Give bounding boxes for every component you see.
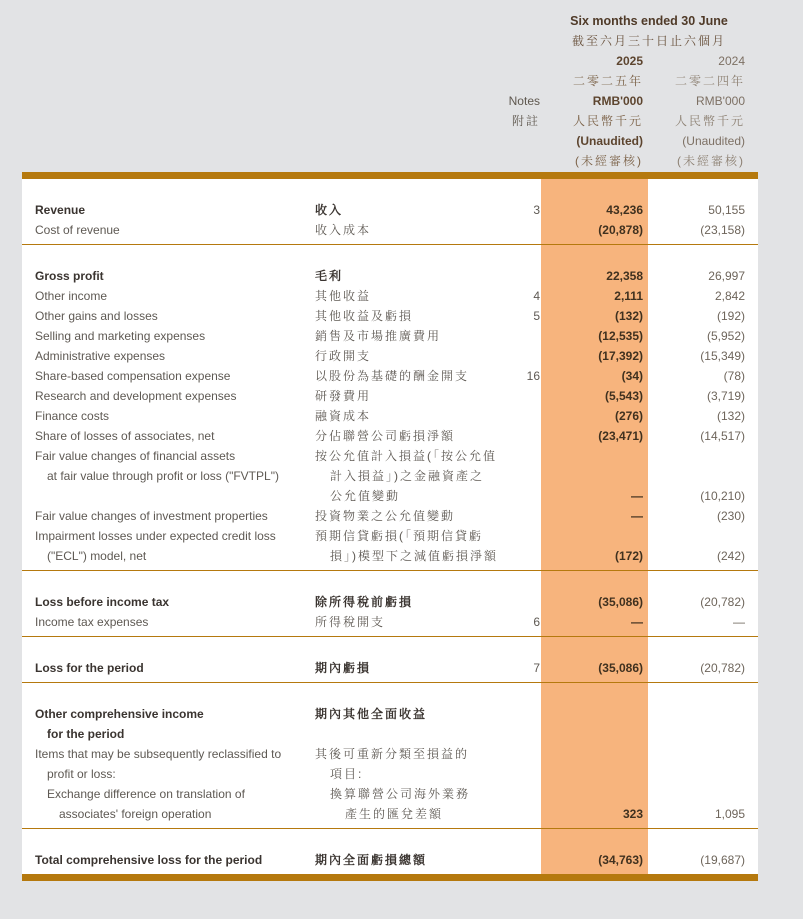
label-zh: 銷售及市場推廣費用 [315,329,442,343]
note-ref [500,850,540,870]
value-2024: (23,158) [700,223,745,237]
value-2025 [540,466,648,486]
col-2024-unaudited-zh: (未經審核) [677,154,745,168]
statement-row [22,526,758,546]
note-ref [500,592,540,612]
header-line-period-en [22,11,758,31]
label-zh: 換算聯營公司海外業務 [330,787,471,801]
statement-row [22,220,758,240]
value-2024: (78) [723,369,745,383]
label-en: Exchange difference on translation of [47,787,245,801]
label-zh: 所得稅開支 [315,615,386,629]
label-zh: 損」)模型下之減值虧損淨額 [330,549,498,563]
label-zh: 其他收益 [315,289,372,303]
statement-section [22,245,758,571]
value-2024: (242) [716,549,745,563]
value-2024 [648,466,758,486]
label-en: Share-based compensation expense [35,369,231,383]
statement-row [22,658,758,678]
note-ref [500,266,540,286]
value-2025 [540,744,648,764]
col-2025-currency: RMB'000 [592,94,643,108]
statement-row [22,426,758,446]
note-ref [500,346,540,366]
note-ref [500,426,540,446]
statement-section [22,571,758,637]
label-en: Gross profit [35,269,104,283]
statement-body [22,179,758,874]
label-zh: 產生的匯兌差額 [345,807,444,821]
notes-column-label-en: Notes [508,94,540,108]
label-zh: 計入損益」)之金融資產之 [330,469,484,483]
label-zh: 分佔聯營公司虧損淨額 [315,429,456,443]
statement-row [22,804,758,824]
label-zh: 期內虧損 [315,661,372,675]
label-en: associates' foreign operation [59,807,212,821]
statement-row [22,466,758,486]
col-2025-year-zh: 二零二五年 [572,74,643,88]
value-2024 [648,784,758,804]
col-2024-currency-zh: 人民幣千元 [674,114,745,128]
label-zh [315,724,500,744]
value-2025: 2,111 [614,289,643,303]
value-2025: — [631,509,643,523]
statement-row [22,326,758,346]
col-2024-unaudited: (Unaudited) [682,134,745,148]
value-2024 [648,526,758,546]
value-2024 [648,704,758,724]
label-zh: 收入成本 [315,223,372,237]
value-2024: 26,997 [708,269,745,283]
value-2024: 50,155 [708,203,745,217]
label-en: Total comprehensive loss for the period [35,853,263,867]
statement-row [22,850,758,870]
header-line-currency-zh [22,111,758,131]
label-en: Other income [35,289,108,303]
statement-row [22,286,758,306]
statement-row [22,612,758,632]
note-ref [500,784,540,804]
label-en [22,486,315,506]
note-ref [500,386,540,406]
statement-table [22,172,758,881]
statement-row [22,546,758,566]
value-2024: (19,687) [700,853,745,867]
note-ref [500,764,540,784]
label-zh: 除所得稅前虧損 [315,595,414,609]
note-ref [500,446,540,466]
label-en: Income tax expenses [35,615,149,629]
label-zh: 公允值變動 [330,489,401,503]
col-2025-unaudited: (Unaudited) [576,134,643,148]
statement-row [22,724,758,744]
value-2024: (20,782) [700,661,745,675]
label-zh: 毛利 [315,269,344,283]
value-2025: (34,763) [598,853,643,867]
label-en: Research and development expenses [35,389,237,403]
header-line-period-zh [22,31,758,51]
value-2024 [648,764,758,784]
header-line-unaudited [22,131,758,151]
col-2025-currency-zh: 人民幣千元 [572,114,643,128]
note-ref: 16 [526,369,540,383]
statement-section [22,683,758,829]
value-2025: (35,086) [598,595,643,609]
label-en: for the period [47,727,125,741]
note-ref [500,546,540,566]
value-2025 [540,446,648,466]
statement-row [22,704,758,724]
value-2024: (14,517) [700,429,745,443]
label-en: Selling and marketing expenses [35,329,206,343]
value-2024: (15,349) [700,349,745,363]
value-2025: (20,878) [598,223,643,237]
statement-row [22,200,758,220]
value-2025: (12,535) [598,329,643,343]
value-2024: (20,782) [700,595,745,609]
statement-row [22,266,758,286]
value-2025: 323 [622,807,643,821]
label-en: Other gains and losses [35,309,158,323]
col-2024-currency: RMB'000 [696,94,745,108]
note-ref: 3 [533,203,540,217]
label-en: Fair value changes of investment properties [35,509,268,523]
value-2024: (132) [716,409,745,423]
value-2024: 1,095 [714,807,745,821]
header-line-unaudited-zh [22,151,758,171]
note-ref [500,744,540,764]
label-en: at fair value through profit or loss ("FVTPL") [47,469,279,483]
label-zh: 研發費用 [315,389,372,403]
header-line-currency [22,91,758,111]
value-2024 [648,744,758,764]
statement-header [22,11,758,171]
label-zh: 按公允值計入損益(「按公允值 [315,449,497,463]
label-zh: 以股份為基礎的酬金開支 [315,369,470,383]
col-2025-unaudited-zh: (未經審核) [575,154,643,168]
period-title-zh: 截至六月三十日止六個月 [571,34,726,48]
label-en: Administrative expenses [35,349,166,363]
header-line-years-zh [22,71,758,91]
statement-row [22,592,758,612]
note-ref [500,326,540,346]
value-2024: — [733,615,745,629]
value-2025: (35,086) [598,661,643,675]
statement-row [22,306,758,326]
note-ref [500,506,540,526]
statement-row [22,346,758,366]
statement-section [22,829,758,874]
value-2025 [540,784,648,804]
period-title-en: Six months ended 30 June [570,14,728,28]
label-zh: 行政開支 [315,349,372,363]
value-2024: (192) [716,309,745,323]
statement-row [22,486,758,506]
label-en: Finance costs [35,409,110,423]
value-2025 [540,764,648,784]
label-zh: 投資物業之公允值變動 [315,509,456,523]
note-ref [500,486,540,506]
statement-section [22,637,758,683]
value-2025: (276) [614,409,643,423]
value-2025: (17,392) [598,349,643,363]
value-2025: (132) [614,309,643,323]
value-2024: (3,719) [706,389,745,403]
label-en: profit or loss: [47,767,116,781]
label-zh: 收入 [315,203,344,217]
statement-row [22,366,758,386]
note-ref [500,704,540,724]
note-ref: 5 [533,309,540,323]
label-zh: 其他收益及虧損 [315,309,414,323]
statement-row [22,406,758,426]
value-2025: 43,236 [606,203,643,217]
statement-row [22,784,758,804]
value-2025: (23,471) [598,429,643,443]
label-zh: 融資成本 [315,409,372,423]
statement-row [22,744,758,764]
note-ref [500,220,540,240]
notes-column-label-zh: 附註 [511,114,540,128]
statement-section [22,179,758,245]
value-2025: (172) [614,549,643,563]
label-zh: 其後可重新分類至損益的 [315,747,470,761]
value-2025: — [631,489,643,503]
value-2025: — [631,615,643,629]
label-zh: 期內全面虧損總額 [315,853,428,867]
note-ref [500,406,540,426]
label-en: Revenue [35,203,86,217]
label-zh: 期內其他全面收益 [315,707,428,721]
label-en: ("ECL") model, net [47,549,147,563]
note-ref [500,724,540,744]
value-2024: (230) [716,509,745,523]
value-2025: (34) [621,369,643,383]
note-ref: 6 [533,615,540,629]
label-en: Loss for the period [35,661,144,675]
statement-row [22,764,758,784]
value-2025 [540,724,648,744]
value-2025: 22,358 [606,269,643,283]
note-ref [500,526,540,546]
header-line-years [22,51,758,71]
statement-row [22,386,758,406]
statement-row [22,446,758,466]
label-en: Loss before income tax [35,595,170,609]
note-ref: 4 [533,289,540,303]
value-2025: (5,543) [604,389,643,403]
label-en: Impairment losses under expected credit loss [35,529,276,543]
col-2024-year: 2024 [718,54,745,68]
label-en: Other comprehensive income [35,707,204,721]
label-en: Share of losses of associates, net [35,429,215,443]
value-2024 [648,446,758,466]
note-ref [500,804,540,824]
note-ref: 7 [533,661,540,675]
col-2025-year: 2025 [616,54,643,68]
label-zh: 預期信貸虧損(「預期信貸虧 [315,529,483,543]
label-zh: 項目: [330,767,364,781]
col-2024-year-zh: 二零二四年 [674,74,745,88]
statement-row [22,506,758,526]
label-en: Cost of revenue [35,223,120,237]
label-en: Fair value changes of financial assets [35,449,236,463]
value-2024: (5,952) [706,329,745,343]
value-2024 [648,724,758,744]
value-2025 [540,704,648,724]
value-2024: (10,210) [700,489,745,503]
value-2024: 2,842 [714,289,745,303]
value-2025 [540,526,648,546]
label-en: Items that may be subsequently reclassified to [35,747,282,761]
note-ref [500,466,540,486]
